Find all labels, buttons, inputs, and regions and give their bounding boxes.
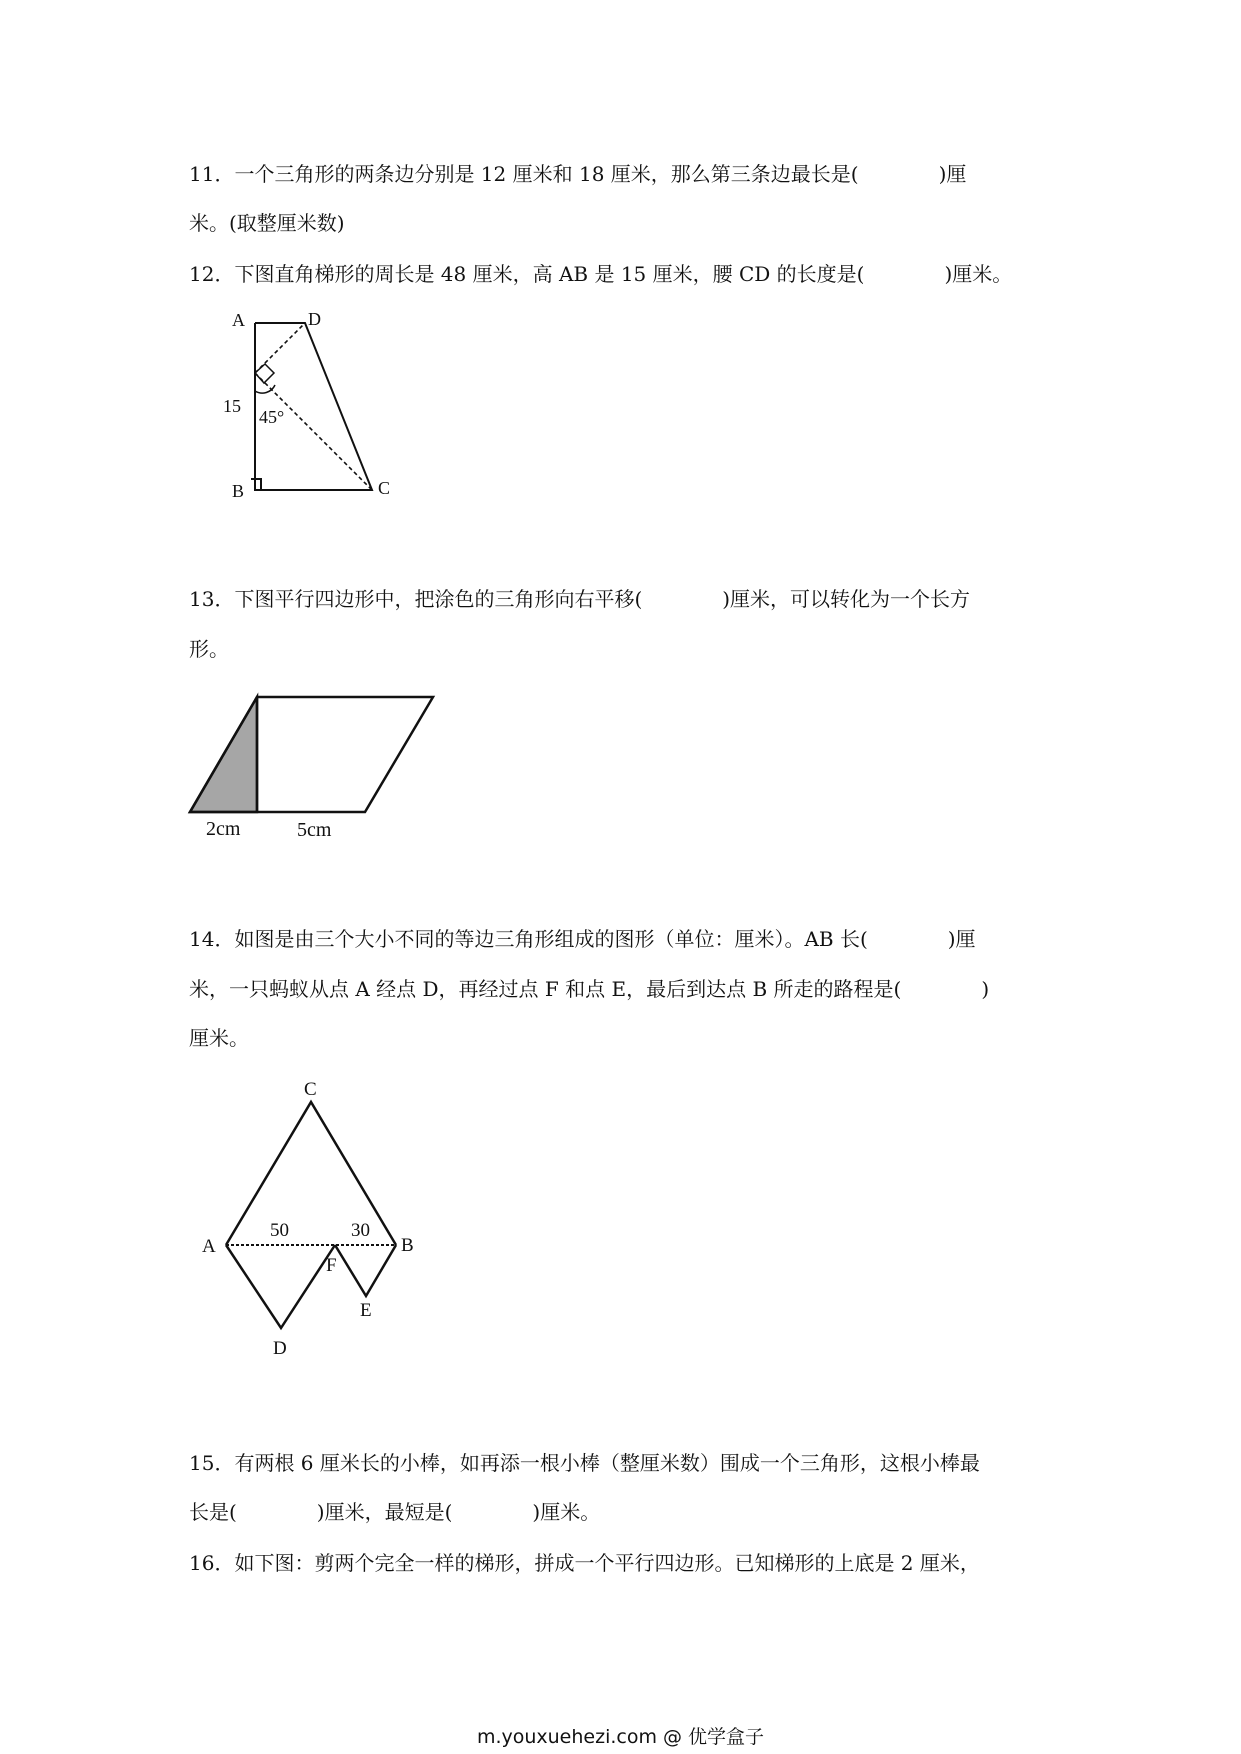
q15-line-2: 长是( )厘米，最短是( )厘米。 — [189, 1500, 601, 1524]
label-A: A — [232, 310, 245, 330]
label-angle: 45° — [259, 407, 285, 427]
label-C: C — [378, 478, 391, 498]
label-2cm: 2cm — [206, 818, 241, 840]
label-C: C — [304, 1079, 317, 1100]
q11-line-2: 米。(取整厘米数) — [189, 211, 345, 235]
label-50: 50 — [270, 1220, 289, 1241]
q12-trapezoid-figure — [215, 305, 415, 515]
q14-line-3: 厘米。 — [189, 1026, 249, 1050]
label-B: B — [401, 1235, 414, 1256]
label-D: D — [308, 309, 321, 329]
q13-line-2: 形。 — [189, 637, 229, 661]
label-F: F — [326, 1255, 337, 1276]
label-A: A — [202, 1236, 216, 1257]
q14-line-1: 14．如图是由三个大小不同的等边三角形组成的图形（单位：厘米）。AB 长( )厘 — [189, 927, 976, 951]
q14-triangles-figure — [190, 1075, 430, 1365]
q16-line-1: 16．如下图：剪两个完全一样的梯形，拼成一个平行四边形。已知梯形的上底是 2 厘米， — [189, 1551, 980, 1575]
label-D: D — [273, 1338, 287, 1359]
q14-line-2: 米，一只蚂蚁从点 A 经点 D，再经过点 F 和点 E，最后到达点 B 所走的路程是( ) — [189, 977, 990, 1001]
label-5cm: 5cm — [297, 819, 332, 841]
q15-line-1: 15．有两根 6 厘米长的小棒，如再添一根小棒（整厘米数）围成一个三角形，这根小棒最 — [189, 1451, 980, 1475]
footer-watermark: m.youxuehezi.com @ 优学盒子 — [476, 1726, 765, 1748]
q12-line-1: 12．下图直角梯形的周长是 48 厘米，高 AB 是 15 厘米，腰 CD 的长度是( )厘米。 — [189, 262, 1013, 286]
q11-line-1: 11．一个三角形的两条边分别是 12 厘米和 18 厘米，那么第三条边最长是( )厘 — [189, 162, 967, 186]
label-B: B — [232, 481, 245, 501]
label-30: 30 — [351, 1220, 370, 1241]
q13-parallelogram-figure — [185, 685, 445, 845]
label-E: E — [360, 1300, 372, 1321]
q13-line-1: 13．下图平行四边形中，把涂色的三角形向右平移( )厘米，可以转化为一个长方 — [189, 587, 971, 611]
label-height: 15 — [223, 396, 241, 416]
